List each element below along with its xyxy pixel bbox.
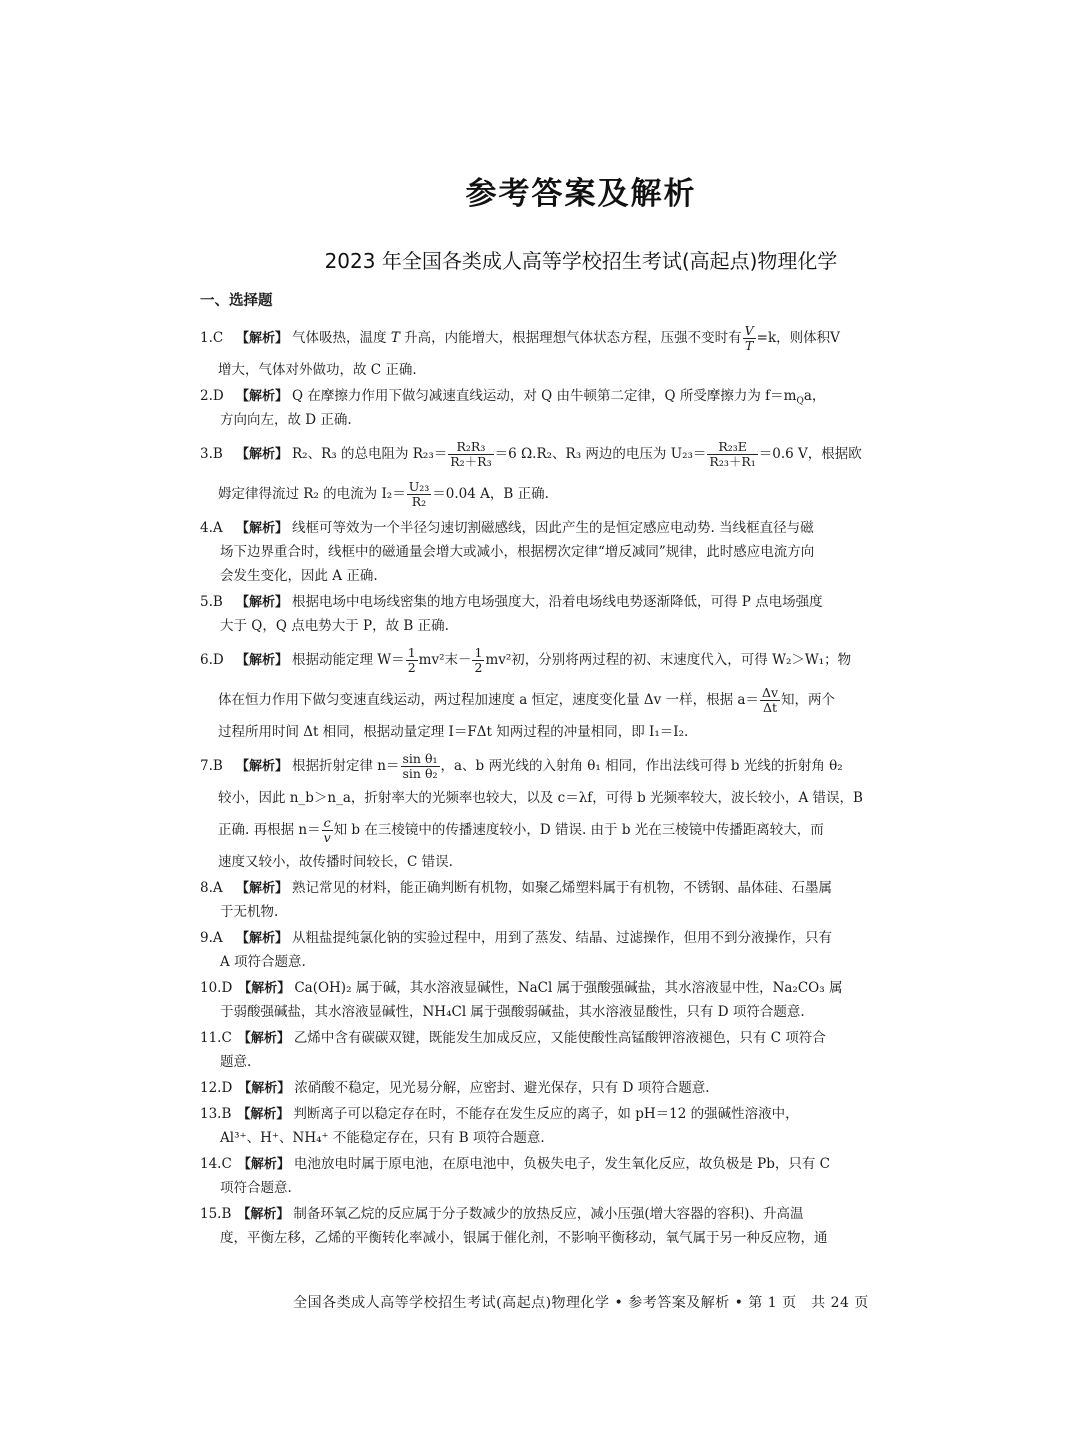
fraction xyxy=(760,686,780,715)
answer-line: 方向向左，故 D 正确. xyxy=(220,412,352,428)
numerator: R₂R₃ xyxy=(456,439,486,454)
answer-number: 13.B xyxy=(200,1106,232,1122)
numerator: 1 xyxy=(474,645,483,660)
answer-line: 会发生变化，因此 A 正确. xyxy=(220,568,378,584)
answer-number: 14.C xyxy=(200,1156,232,1172)
answer-item-5 xyxy=(200,590,962,638)
answer-line xyxy=(200,680,962,720)
answer-item-10 xyxy=(200,976,962,1024)
answer-text: 知 b 在三棱镜中的传播速度较小，D 错误. 由于 b 光在三棱镜中传播距离较大，而 xyxy=(333,822,824,838)
answer-text: 升高，内能增大，根据理想气体状态方程，压强不变时有 xyxy=(404,330,742,346)
answer-text: Q 在摩擦力作用下做匀减速直线运动，对 Q 由牛顿第二定律，Q 所受摩擦力为 f＝m xyxy=(292,388,797,404)
answer-line xyxy=(200,1102,962,1126)
answer-text: 姆定律得流过 R₂ 的电流为 I₂＝ xyxy=(218,486,406,502)
answer-text: ＝0.04 A，B 正确. xyxy=(432,486,549,502)
answer-number: 1.C xyxy=(200,330,224,346)
answer-text: 电池放电时属于原电池，在原电池中，负极失电子，发生氧化反应，故负极是 Pb，只有 C xyxy=(293,1156,830,1172)
denominator: sin θ₂ xyxy=(402,766,438,781)
answer-item-2 xyxy=(200,384,962,432)
answer-item-1 xyxy=(200,318,962,382)
answer-number: 4.A xyxy=(200,520,223,536)
analysis-tag: 【解析】 xyxy=(237,1207,290,1222)
answer-item-9 xyxy=(200,926,962,974)
answer-line: 较小，因此 n_b＞n_a，折射率大的光频率也较大，以及 c＝λf，可得 b 光频率较大，波长较小，A 错误，B xyxy=(218,790,863,806)
denominator: 2 xyxy=(407,660,416,675)
answer-text: T xyxy=(390,330,400,346)
answer-list xyxy=(200,318,962,1252)
answer-line: 过程所用时间 Δt 相同，根据动量定理 I＝FΔt 知两过程的冲量相同，即 I₁＝I₂. xyxy=(218,724,689,740)
answer-line xyxy=(200,810,962,850)
answer-text: 判断离子可以稳定存在时，不能存在发生反应的离子，如 pH＝12 的强碱性溶液中， xyxy=(293,1106,799,1122)
answer-line xyxy=(200,640,962,680)
analysis-tag: 【解析】 xyxy=(238,1081,291,1096)
denominator: T xyxy=(743,338,756,353)
analysis-tag: 【解析】 xyxy=(236,653,289,668)
answer-text: =k，则体积V xyxy=(756,330,840,346)
page-footer: 全国各类成人高等学校招生考试(高起点)物理化学 • 参考答案及解析 • 第 1 页 共 24 页 xyxy=(293,1295,869,1311)
answer-line xyxy=(200,590,962,614)
answer-line xyxy=(200,1202,962,1226)
analysis-tag: 【解析】 xyxy=(237,1031,290,1046)
answer-number: 2.D xyxy=(200,388,224,404)
answer-number: 10.D xyxy=(200,980,233,996)
section-heading: 一、选择题 xyxy=(200,293,273,309)
answer-text: 熟记常见的材料，能正确判断有机物，如聚乙烯塑料属于有机物，不锈钢、晶体硅、石墨属 xyxy=(292,880,833,896)
answer-line xyxy=(200,876,962,900)
fraction xyxy=(743,324,756,353)
answer-text: ，a、b 两光线的入射角 θ₁ 相同，作出法线可得 b 光线的折射角 θ₂ xyxy=(440,758,843,774)
denominator: 2 xyxy=(474,660,483,675)
answer-item-4 xyxy=(200,516,962,588)
answer-number: 15.B xyxy=(200,1206,232,1222)
answer-text: R₂、R₃ 的总电阻为 R₂₃＝ xyxy=(292,446,448,462)
answer-line: 于无机物. xyxy=(220,904,279,920)
answer-line xyxy=(200,384,962,408)
numerator: 1 xyxy=(407,645,416,660)
analysis-tag: 【解析】 xyxy=(236,759,289,774)
answer-text: 根据电场中电场线密集的地方电场强度大，沿着电场线电势逐渐降低，可得 P 点电场强度 xyxy=(292,594,823,610)
exam-subtitle: 2023 年全国各类成人高等学校招生考试(高起点)物理化学 xyxy=(324,249,838,273)
analysis-tag: 【解析】 xyxy=(237,1157,290,1172)
numerator: U₂₃ xyxy=(408,479,430,494)
answer-line xyxy=(200,434,962,474)
answer-line: 题意. xyxy=(220,1054,252,1070)
answer-text: 制备环氧乙烷的反应属于分子数减少的放热反应，减小压强(增大容器的容积)、升高温 xyxy=(293,1206,804,1222)
answer-item-3 xyxy=(200,434,962,514)
answer-text: 气体吸热，温度 xyxy=(292,330,387,346)
answer-line xyxy=(200,474,962,514)
answer-line: Al³⁺、H⁺、NH₄⁺ 不能稳定存在，只有 B 项符合题意. xyxy=(220,1130,545,1146)
numerator: Δv xyxy=(761,685,779,700)
answer-text: 浓硝酸不稳定，见光易分解，应密封、避光保存，只有 D 项符合题意. xyxy=(294,1080,710,1096)
answer-text: mv²初，分别将两过程的初、末速度代入，可得 W₂＞W₁；物 xyxy=(485,652,852,668)
answer-number: 7.B xyxy=(200,758,223,774)
denominator: R₂₃＋R₁ xyxy=(709,454,756,469)
denominator: R₂＋R₃ xyxy=(450,454,492,469)
answer-text: ＝0.6 V，根据欧 xyxy=(758,446,862,462)
answer-item-6 xyxy=(200,640,962,744)
analysis-tag: 【解析】 xyxy=(236,881,289,896)
answer-item-13 xyxy=(200,1102,962,1150)
analysis-tag: 【解析】 xyxy=(238,981,291,996)
analysis-tag: 【解析】 xyxy=(236,331,289,346)
analysis-tag: 【解析】 xyxy=(236,595,289,610)
numerator: c xyxy=(323,815,331,830)
answer-text: 乙烯中含有碳碳双键，既能发生加成反应，又能使酸性高锰酸钾溶液褪色，只有 C 项符合 xyxy=(293,1030,826,1046)
fraction xyxy=(448,440,493,469)
answer-line: 项符合题意. xyxy=(220,1180,292,1196)
answer-line xyxy=(200,516,962,540)
answer-number: 5.B xyxy=(200,594,223,610)
answer-item-11 xyxy=(200,1026,962,1074)
fraction xyxy=(401,752,440,781)
answer-text: 体在恒力作用下做匀变速直线运动，两过程加速度 a 恒定，速度变化量 Δv 一样，根据 a＝ xyxy=(218,692,759,708)
answer-line xyxy=(200,1076,962,1100)
denominator: v xyxy=(323,830,331,845)
answer-text: 根据折射定律 n＝ xyxy=(292,758,400,774)
subscript: Q xyxy=(796,396,804,407)
answer-text: 线框可等效为一个半径匀速切割磁感线，因此产生的是恒定感应电动势. 当线框直径与磁 xyxy=(292,520,814,536)
answer-line: 度，平衡左移，乙烯的平衡转化率减小，银属于催化剂，不影响平衡移动，氧气属于另一种反应物，通 xyxy=(220,1230,828,1246)
answer-number: 6.D xyxy=(200,652,224,668)
answer-line: 于弱酸强碱盐，其水溶液显碱性，NH₄Cl 属于强酸弱碱盐，其水溶液显酸性，只有 D 项符合题意. xyxy=(220,1004,805,1020)
answer-line: 场下边界重合时，线框中的磁通量会增大或减小，根据楞次定律“增反减同”规律，此时感应电流方向 xyxy=(220,544,815,560)
answer-text: ＝6 Ω.R₂、R₃ 两边的电压为 U₂₃＝ xyxy=(494,446,707,462)
fraction xyxy=(472,646,484,675)
numerator: sin θ₁ xyxy=(402,751,438,766)
answer-item-15 xyxy=(200,1202,962,1250)
analysis-tag: 【解析】 xyxy=(236,389,289,404)
fraction xyxy=(407,480,432,509)
answer-line: 增大，气体对外做功，故 C 正确. xyxy=(218,362,417,378)
answer-text: 根据动能定理 W＝ xyxy=(292,652,405,668)
answer-text: 正确. 再根据 n＝ xyxy=(218,822,321,838)
answer-number: 9.A xyxy=(200,930,223,946)
answer-number: 12.D xyxy=(200,1080,233,1096)
answer-text: 知，两个 xyxy=(781,692,836,708)
analysis-tag: 【解析】 xyxy=(236,521,289,536)
denominator: Δt xyxy=(760,700,780,715)
fraction xyxy=(406,646,418,675)
answer-line xyxy=(200,1152,962,1176)
answer-line xyxy=(200,1026,962,1050)
answer-number: 3.B xyxy=(200,446,223,462)
answer-item-14 xyxy=(200,1152,962,1200)
analysis-tag: 【解析】 xyxy=(237,1107,290,1122)
numerator: V xyxy=(744,323,754,338)
answer-number: 11.C xyxy=(200,1030,232,1046)
answer-item-7 xyxy=(200,746,962,874)
answer-line: 大于 Q，Q 点电势大于 P，故 B 正确. xyxy=(220,618,449,634)
answer-text: a， xyxy=(803,388,826,404)
answer-page xyxy=(200,0,962,1440)
answer-line xyxy=(200,976,962,1000)
answer-item-12 xyxy=(200,1076,962,1100)
answer-item-8 xyxy=(200,876,962,924)
answer-line: 速度又较小，故传播时间较长，C 错误. xyxy=(218,854,453,870)
answer-text: mv²末－ xyxy=(418,652,472,668)
analysis-tag: 【解析】 xyxy=(236,931,289,946)
fraction xyxy=(707,440,757,469)
analysis-tag: 【解析】 xyxy=(236,447,289,462)
page-title: 参考答案及解析 xyxy=(465,176,697,212)
answer-text: Ca(OH)₂ 属于碱，其水溶液显碱性，NaCl 属于强酸强碱盐，其水溶液显中性，Na₂CO₃ 属 xyxy=(294,980,843,996)
denominator: R₂ xyxy=(407,494,432,509)
answer-line xyxy=(200,926,962,950)
numerator: R₂₃E xyxy=(718,439,747,454)
answer-number: 8.A xyxy=(200,880,223,896)
answer-text: 从粗盐提纯氯化钠的实验过程中，用到了蒸发、结晶、过滤操作，但用不到分液操作，只有 xyxy=(292,930,833,946)
fraction xyxy=(322,816,333,845)
answer-line xyxy=(200,746,962,786)
answer-line: A 项符合题意. xyxy=(220,954,306,970)
answer-line xyxy=(200,318,962,358)
